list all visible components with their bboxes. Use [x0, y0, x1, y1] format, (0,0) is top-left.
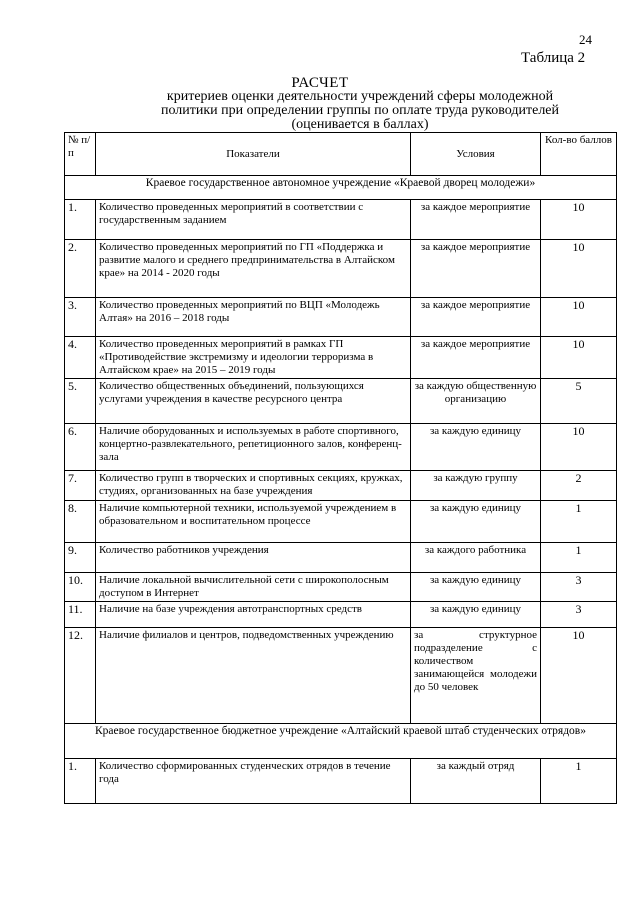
row-number: 7.: [65, 471, 96, 501]
row-number: 11.: [65, 602, 96, 628]
row-condition: за каждую единицу: [411, 424, 541, 471]
table-header-row: [65, 133, 617, 176]
row-condition: за каждый отряд: [411, 759, 541, 804]
row-number: 4.: [65, 337, 96, 379]
row-condition: за каждое мероприятие: [411, 337, 541, 379]
row-indicator: Наличие на базе учреждения автотранспортных средств: [96, 602, 411, 628]
row-condition: за каждого работника: [411, 543, 541, 573]
header-indicator: Показатели: [96, 133, 411, 176]
row-condition: за каждую общественную организацию: [411, 379, 541, 424]
row-points: 2: [541, 471, 617, 501]
table-row: [65, 337, 617, 379]
row-condition: за каждую единицу: [411, 602, 541, 628]
row-points: 5: [541, 379, 617, 424]
row-points: 10: [541, 240, 617, 298]
row-points: 10: [541, 337, 617, 379]
row-points: 3: [541, 573, 617, 602]
row-indicator: Наличие локальной вычислительной сети с широкополосным доступом в Интернет: [96, 573, 411, 602]
row-condition: за каждое мероприятие: [411, 240, 541, 298]
row-points: 10: [541, 298, 617, 337]
row-indicator: Наличие филиалов и центров, подведомственных учреждению: [96, 628, 411, 724]
row-points: 10: [541, 628, 617, 724]
row-condition: за каждую единицу: [411, 501, 541, 543]
row-condition: за каждое мероприятие: [411, 298, 541, 337]
row-number: 2.: [65, 240, 96, 298]
row-indicator: Количество проведенных мероприятий в рамках ГП «Противодействие экстремизму и идеологии терроризма в Алтайском крае» на 2015 – 2019 годы: [96, 337, 411, 379]
table-row: [65, 298, 617, 337]
row-number: 9.: [65, 543, 96, 573]
row-indicator: Наличие компьютерной техники, используемой учреждением в образовательном и воспитательном процессе: [96, 501, 411, 543]
row-condition: за каждую группу: [411, 471, 541, 501]
row-points: 1: [541, 759, 617, 804]
page-number: 24: [579, 32, 592, 47]
table-row: [65, 602, 617, 628]
table-row: [65, 379, 617, 424]
criteria-table: [64, 132, 617, 804]
subtitle-line-2: политики при определении группы по оплате труда руководителей: [160, 103, 560, 118]
row-points: 3: [541, 602, 617, 628]
row-indicator: Количество общественных объединений, пользующихся услугами учреждения в качестве ресурсного центра: [96, 379, 411, 424]
header-num: № п/п: [65, 133, 96, 176]
row-number: 10.: [65, 573, 96, 602]
row-number: 1.: [65, 759, 96, 804]
row-points: 10: [541, 424, 617, 471]
section-title: Краевое государственное автономное учреждение «Краевой дворец молодежи»: [65, 176, 617, 200]
subtitle-line-3: (оценивается в баллах): [291, 117, 429, 132]
row-points: 1: [541, 501, 617, 543]
document-title: РАСЧЕТ: [291, 75, 349, 91]
table-row: [65, 543, 617, 573]
section-title: Краевое государственное бюджетное учреждение «Алтайский краевой штаб студенческих отрядов»: [65, 724, 617, 759]
header-points: Кол-во баллов: [541, 133, 617, 176]
table-row: [65, 628, 617, 724]
section-header-row: [65, 724, 617, 759]
row-indicator: Количество проведенных мероприятий по ВЦП «Молодежь Алтая» на 2016 – 2018 годы: [96, 298, 411, 337]
row-number: 1.: [65, 200, 96, 240]
row-condition: за каждую единицу: [411, 573, 541, 602]
table-label: Таблица 2: [521, 50, 586, 66]
section-header-row: [65, 176, 617, 200]
table-row: [65, 501, 617, 543]
table-row: [65, 240, 617, 298]
row-indicator: Количество работников учреждения: [96, 543, 411, 573]
row-number: 12.: [65, 628, 96, 724]
row-condition: за структурное подразделение с количеством занимающейся молодежи до 50 человек: [411, 628, 541, 724]
row-indicator: Количество сформированных студенческих отрядов в течение года: [96, 759, 411, 804]
row-indicator: Наличие оборудованных и используемых в работе спортивного, концертно-развлекательного, репетиционного залов, конференц-зала: [96, 424, 411, 471]
table-row: [65, 759, 617, 804]
row-points: 1: [541, 543, 617, 573]
row-number: 6.: [65, 424, 96, 471]
row-indicator: Количество проведенных мероприятий по ГП «Поддержка и развитие малого и среднего предпринимательства в Алтайском крае» на 2014 - 2020 годы: [96, 240, 411, 298]
row-number: 5.: [65, 379, 96, 424]
table-row: [65, 573, 617, 602]
header-condition: Условия: [411, 133, 541, 176]
subtitle-line-1: критериев оценки деятельности учреждений сферы молодежной: [166, 89, 554, 104]
table-row: [65, 424, 617, 471]
row-number: 8.: [65, 501, 96, 543]
row-indicator: Количество проведенных мероприятий в соответствии с государственным заданием: [96, 200, 411, 240]
row-number: 3.: [65, 298, 96, 337]
row-points: 10: [541, 200, 617, 240]
row-indicator: Количество групп в творческих и спортивных секциях, кружках, студиях, организованных на базе учреждения: [96, 471, 411, 501]
table-row: [65, 471, 617, 501]
row-condition: за каждое мероприятие: [411, 200, 541, 240]
table-row: [65, 200, 617, 240]
